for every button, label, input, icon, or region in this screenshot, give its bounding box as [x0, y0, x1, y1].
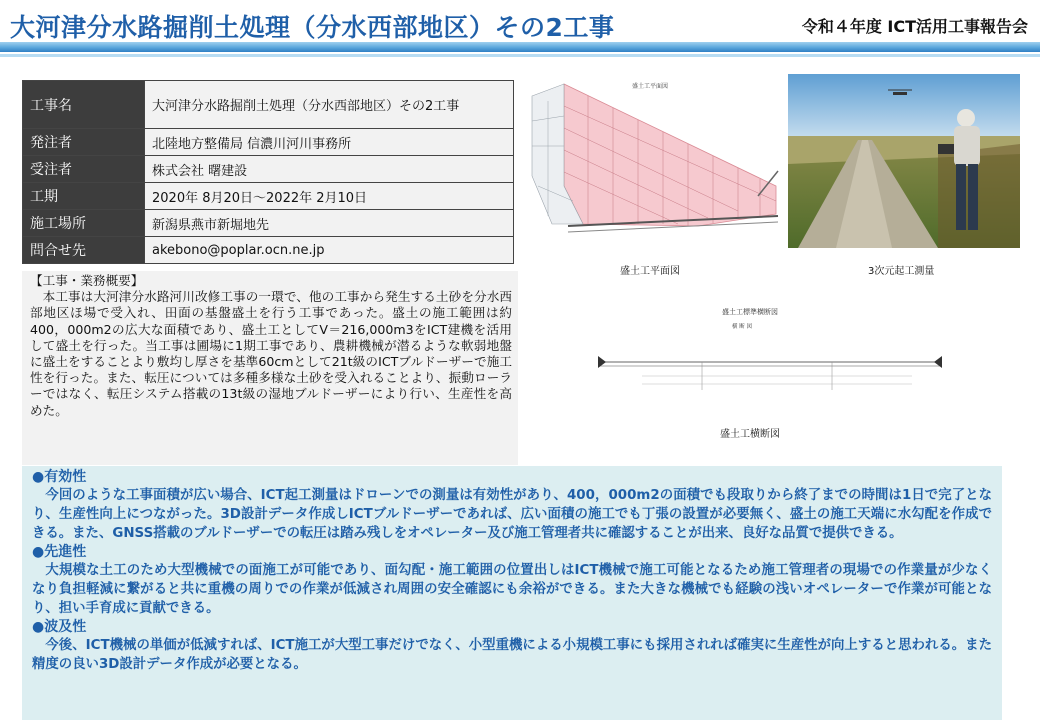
- table-row: [23, 210, 514, 237]
- bullet-icon: ●: [32, 544, 45, 560]
- location-value: 新潟県燕市新堀地先: [145, 210, 514, 237]
- effectiveness-heading: [32, 468, 992, 486]
- period-label: 工期: [23, 183, 145, 210]
- client-label: 発注者: [23, 129, 145, 156]
- table-row: [23, 81, 514, 129]
- advancement-body: 大規模な土工のため大型機械での面施工が可能であり、面勾配・施工範囲の位置出しはICT機械で施工可能となるため施工管理者の現場での作業量が少なくなり負担軽減に繋がると共に重機の周りでの作業が低減され周囲の安全確認にも余裕ができる。また大きな機械でも経験の浅いオペレーターで作業が可能となり、担い手育成に貢献できる。: [32, 563, 992, 616]
- location-label: 施工場所: [23, 210, 145, 237]
- table-row: [23, 237, 514, 264]
- table-row: [23, 183, 514, 210]
- ripple-effect-body: 今後、ICT機械の単価が低減すれば、ICT施工が大型工事だけでなく、小型重機による小規模工事にも採用されれば確実に生産性が向上すると思われる。また精度の良い3D設計データ作成が必要となる。: [32, 638, 992, 672]
- section-sub-title: 横 断 図: [732, 324, 752, 330]
- header-divider-thin: [0, 54, 1040, 57]
- effectiveness-title: 有効性: [44, 469, 87, 485]
- bullet-icon: ●: [32, 619, 45, 635]
- header-divider: [0, 42, 1040, 52]
- advancement-heading: [32, 543, 992, 561]
- advancement-title: 先進性: [44, 544, 87, 560]
- ripple-effect-heading: [32, 618, 992, 636]
- period-value: 2020年 8月20日～2022年 2月10日: [145, 183, 514, 210]
- report-label: 令和４年度 ICT活用工事報告会: [801, 17, 1028, 36]
- contact-email[interactable]: akebono@poplar.ocn.ne.jp: [145, 237, 514, 264]
- project-info-table: [22, 80, 514, 264]
- project-name-value: 大河津分水路掘削土処理（分水西部地区）その2工事: [145, 81, 514, 129]
- plan-caption: 盛土工平面図: [620, 266, 680, 277]
- contact-label: 問合せ先: [23, 237, 145, 264]
- project-summary: [22, 271, 518, 465]
- bullet-icon: ●: [32, 469, 45, 485]
- survey-caption: 3次元起工測量: [868, 266, 935, 277]
- table-row: [23, 156, 514, 183]
- project-name-label: 工事名: [23, 81, 145, 129]
- survey-photo: [788, 74, 1020, 248]
- contractor-value: 株式会社 曙建設: [145, 156, 514, 183]
- client-value: 北陸地方整備局 信濃川河川事務所: [145, 129, 514, 156]
- section-caption: 盛土工横断図: [720, 429, 780, 440]
- ripple-effect-title: 波及性: [44, 619, 87, 635]
- summary-heading: 【工事・業務概要】: [30, 273, 144, 288]
- summary-body: 本工事は大河津分水路河川改修工事の一環で、他の工事から発生する土砂を分水西部地区ほ場で受入れ、田面の基盤盛土を行う工事であった。盛土の施工範囲は約400，000m2の広大な面積であり、盛土工としてV＝216,000m3をICT建機を活用して盛土を行った。当工事は圃場に1期工事であり、農耕機械が潜るような軟弱地盤に盛土をすることより敷均し厚さを基準60cmとして21t級のICTブルドーザーで施工性を行った。また、転圧については多種多様な土砂を受入れることより、振動ローラーではなく、転圧システム搭載の13t級の湿地ブルドーザーにより行い、生産性を高めた。: [30, 289, 512, 418]
- evaluation-panel: [22, 466, 1002, 720]
- contractor-label: 受注者: [23, 156, 145, 183]
- plan-sheet-title: 盛土工平面図: [632, 83, 669, 90]
- effectiveness-body: 今回のような工事面積が広い場合、ICT起工測量はドローンでの測量は有効性があり、400，000m2の面積でも段取りから終了までの時間は1日で完了となり、生産性向上につながった。3D設計データ作成しICTブルドーザーであれば、広い面積の施工でも丁張の設置が必要無く、盛土の施工天端に水勾配を作成できる。また、GNSS搭載のブルドーザーでの転圧は踏み残しをオペレーター及び施工管理者共に確認することが出来、良好な品質で提供できる。: [32, 488, 992, 541]
- page-title: 大河津分水路掘削土処理（分水西部地区）その2工事: [10, 13, 615, 42]
- table-row: [23, 129, 514, 156]
- fill-cross-section-drawing: [582, 298, 962, 416]
- fill-plan-drawing: [528, 76, 782, 248]
- section-sheet-title: 盛土工標準横断図: [722, 308, 778, 316]
